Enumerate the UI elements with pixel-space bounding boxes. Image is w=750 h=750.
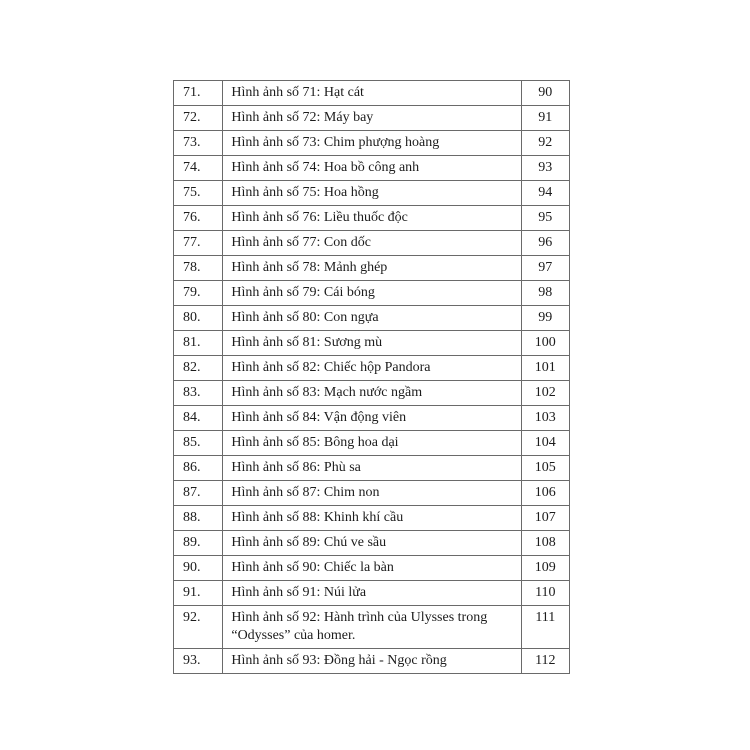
- entry-page: 112: [521, 649, 569, 674]
- entry-title: Hình ảnh số 73: Chim phượng hoàng: [223, 131, 521, 156]
- entry-number: 81.: [174, 331, 223, 356]
- entry-number: 90.: [174, 556, 223, 581]
- entry-page: 96: [521, 231, 569, 256]
- table-row: [174, 331, 570, 356]
- entry-number: 77.: [174, 231, 223, 256]
- entry-title: Hình ảnh số 86: Phù sa: [223, 456, 521, 481]
- entry-title: Hình ảnh số 80: Con ngựa: [223, 306, 521, 331]
- entry-page: 94: [521, 181, 569, 206]
- entry-page: 100: [521, 331, 569, 356]
- table-row: [174, 456, 570, 481]
- entry-title: Hình ảnh số 93: Đồng hải - Ngọc rồng: [223, 649, 521, 674]
- entry-page: 91: [521, 106, 569, 131]
- entry-title: Hình ảnh số 71: Hạt cát: [223, 81, 521, 106]
- entry-title: Hình ảnh số 76: Liều thuốc độc: [223, 206, 521, 231]
- entry-title: Hình ảnh số 89: Chú ve sầu: [223, 531, 521, 556]
- table-row: [174, 231, 570, 256]
- entry-title: Hình ảnh số 72: Máy bay: [223, 106, 521, 131]
- entry-page: 90: [521, 81, 569, 106]
- entry-number: 85.: [174, 431, 223, 456]
- table-row: [174, 181, 570, 206]
- entry-number: 93.: [174, 649, 223, 674]
- table-row: [174, 356, 570, 381]
- entry-page: 104: [521, 431, 569, 456]
- table-row: [174, 156, 570, 181]
- entry-page: 97: [521, 256, 569, 281]
- table-row: [174, 556, 570, 581]
- table-row: [174, 606, 570, 649]
- entry-page: 107: [521, 506, 569, 531]
- entry-page: 102: [521, 381, 569, 406]
- entry-title: Hình ảnh số 85: Bông hoa dại: [223, 431, 521, 456]
- entry-page: 106: [521, 481, 569, 506]
- table-of-contents: [173, 80, 570, 674]
- entry-number: 78.: [174, 256, 223, 281]
- entry-title: Hình ảnh số 84: Vận động viên: [223, 406, 521, 431]
- entry-page: 95: [521, 206, 569, 231]
- entry-title: Hình ảnh số 87: Chim non: [223, 481, 521, 506]
- entry-number: 87.: [174, 481, 223, 506]
- entry-number: 91.: [174, 581, 223, 606]
- entry-number: 89.: [174, 531, 223, 556]
- entry-page: 105: [521, 456, 569, 481]
- entry-page: 92: [521, 131, 569, 156]
- entry-page: 98: [521, 281, 569, 306]
- entry-number: 74.: [174, 156, 223, 181]
- entry-title: Hình ảnh số 83: Mạch nước ngầm: [223, 381, 521, 406]
- entry-number: 75.: [174, 181, 223, 206]
- table-row: [174, 206, 570, 231]
- table-row: [174, 649, 570, 674]
- entry-page: 109: [521, 556, 569, 581]
- table-row: [174, 256, 570, 281]
- entry-title: Hình ảnh số 81: Sương mù: [223, 331, 521, 356]
- entry-title: Hình ảnh số 78: Mảnh ghép: [223, 256, 521, 281]
- entry-number: 73.: [174, 131, 223, 156]
- entry-title: Hình ảnh số 82: Chiếc hộp Pandora: [223, 356, 521, 381]
- table-row: [174, 481, 570, 506]
- entry-title: Hình ảnh số 91: Núi lửa: [223, 581, 521, 606]
- table-row: [174, 281, 570, 306]
- entry-number: 79.: [174, 281, 223, 306]
- entry-number: 92.: [174, 606, 223, 649]
- entry-title: Hình ảnh số 77: Con dốc: [223, 231, 521, 256]
- entry-number: 71.: [174, 81, 223, 106]
- entry-title: Hình ảnh số 79: Cái bóng: [223, 281, 521, 306]
- entry-page: 99: [521, 306, 569, 331]
- entry-number: 82.: [174, 356, 223, 381]
- table-row: [174, 431, 570, 456]
- entry-number: 76.: [174, 206, 223, 231]
- entry-page: 103: [521, 406, 569, 431]
- table-row: [174, 581, 570, 606]
- table-row: [174, 131, 570, 156]
- entry-title: Hình ảnh số 74: Hoa bồ công anh: [223, 156, 521, 181]
- table-row: [174, 531, 570, 556]
- entry-number: 88.: [174, 506, 223, 531]
- entry-page: 93: [521, 156, 569, 181]
- entry-title: Hình ảnh số 75: Hoa hồng: [223, 181, 521, 206]
- entry-page: 101: [521, 356, 569, 381]
- table-row: [174, 506, 570, 531]
- table-row: [174, 106, 570, 131]
- entry-page: 110: [521, 581, 569, 606]
- entry-number: 86.: [174, 456, 223, 481]
- entry-number: 83.: [174, 381, 223, 406]
- table-row: [174, 81, 570, 106]
- entry-title: Hình ảnh số 90: Chiếc la bàn: [223, 556, 521, 581]
- entry-title: Hình ảnh số 92: Hành trình của Ulysses trong “Odysses” của homer.: [223, 606, 521, 649]
- table-row: [174, 406, 570, 431]
- entry-page: 108: [521, 531, 569, 556]
- entry-number: 84.: [174, 406, 223, 431]
- entry-number: 72.: [174, 106, 223, 131]
- table-row: [174, 381, 570, 406]
- entry-number: 80.: [174, 306, 223, 331]
- entry-title: Hình ảnh số 88: Khinh khí cầu: [223, 506, 521, 531]
- table-row: [174, 306, 570, 331]
- entry-page: 111: [521, 606, 569, 649]
